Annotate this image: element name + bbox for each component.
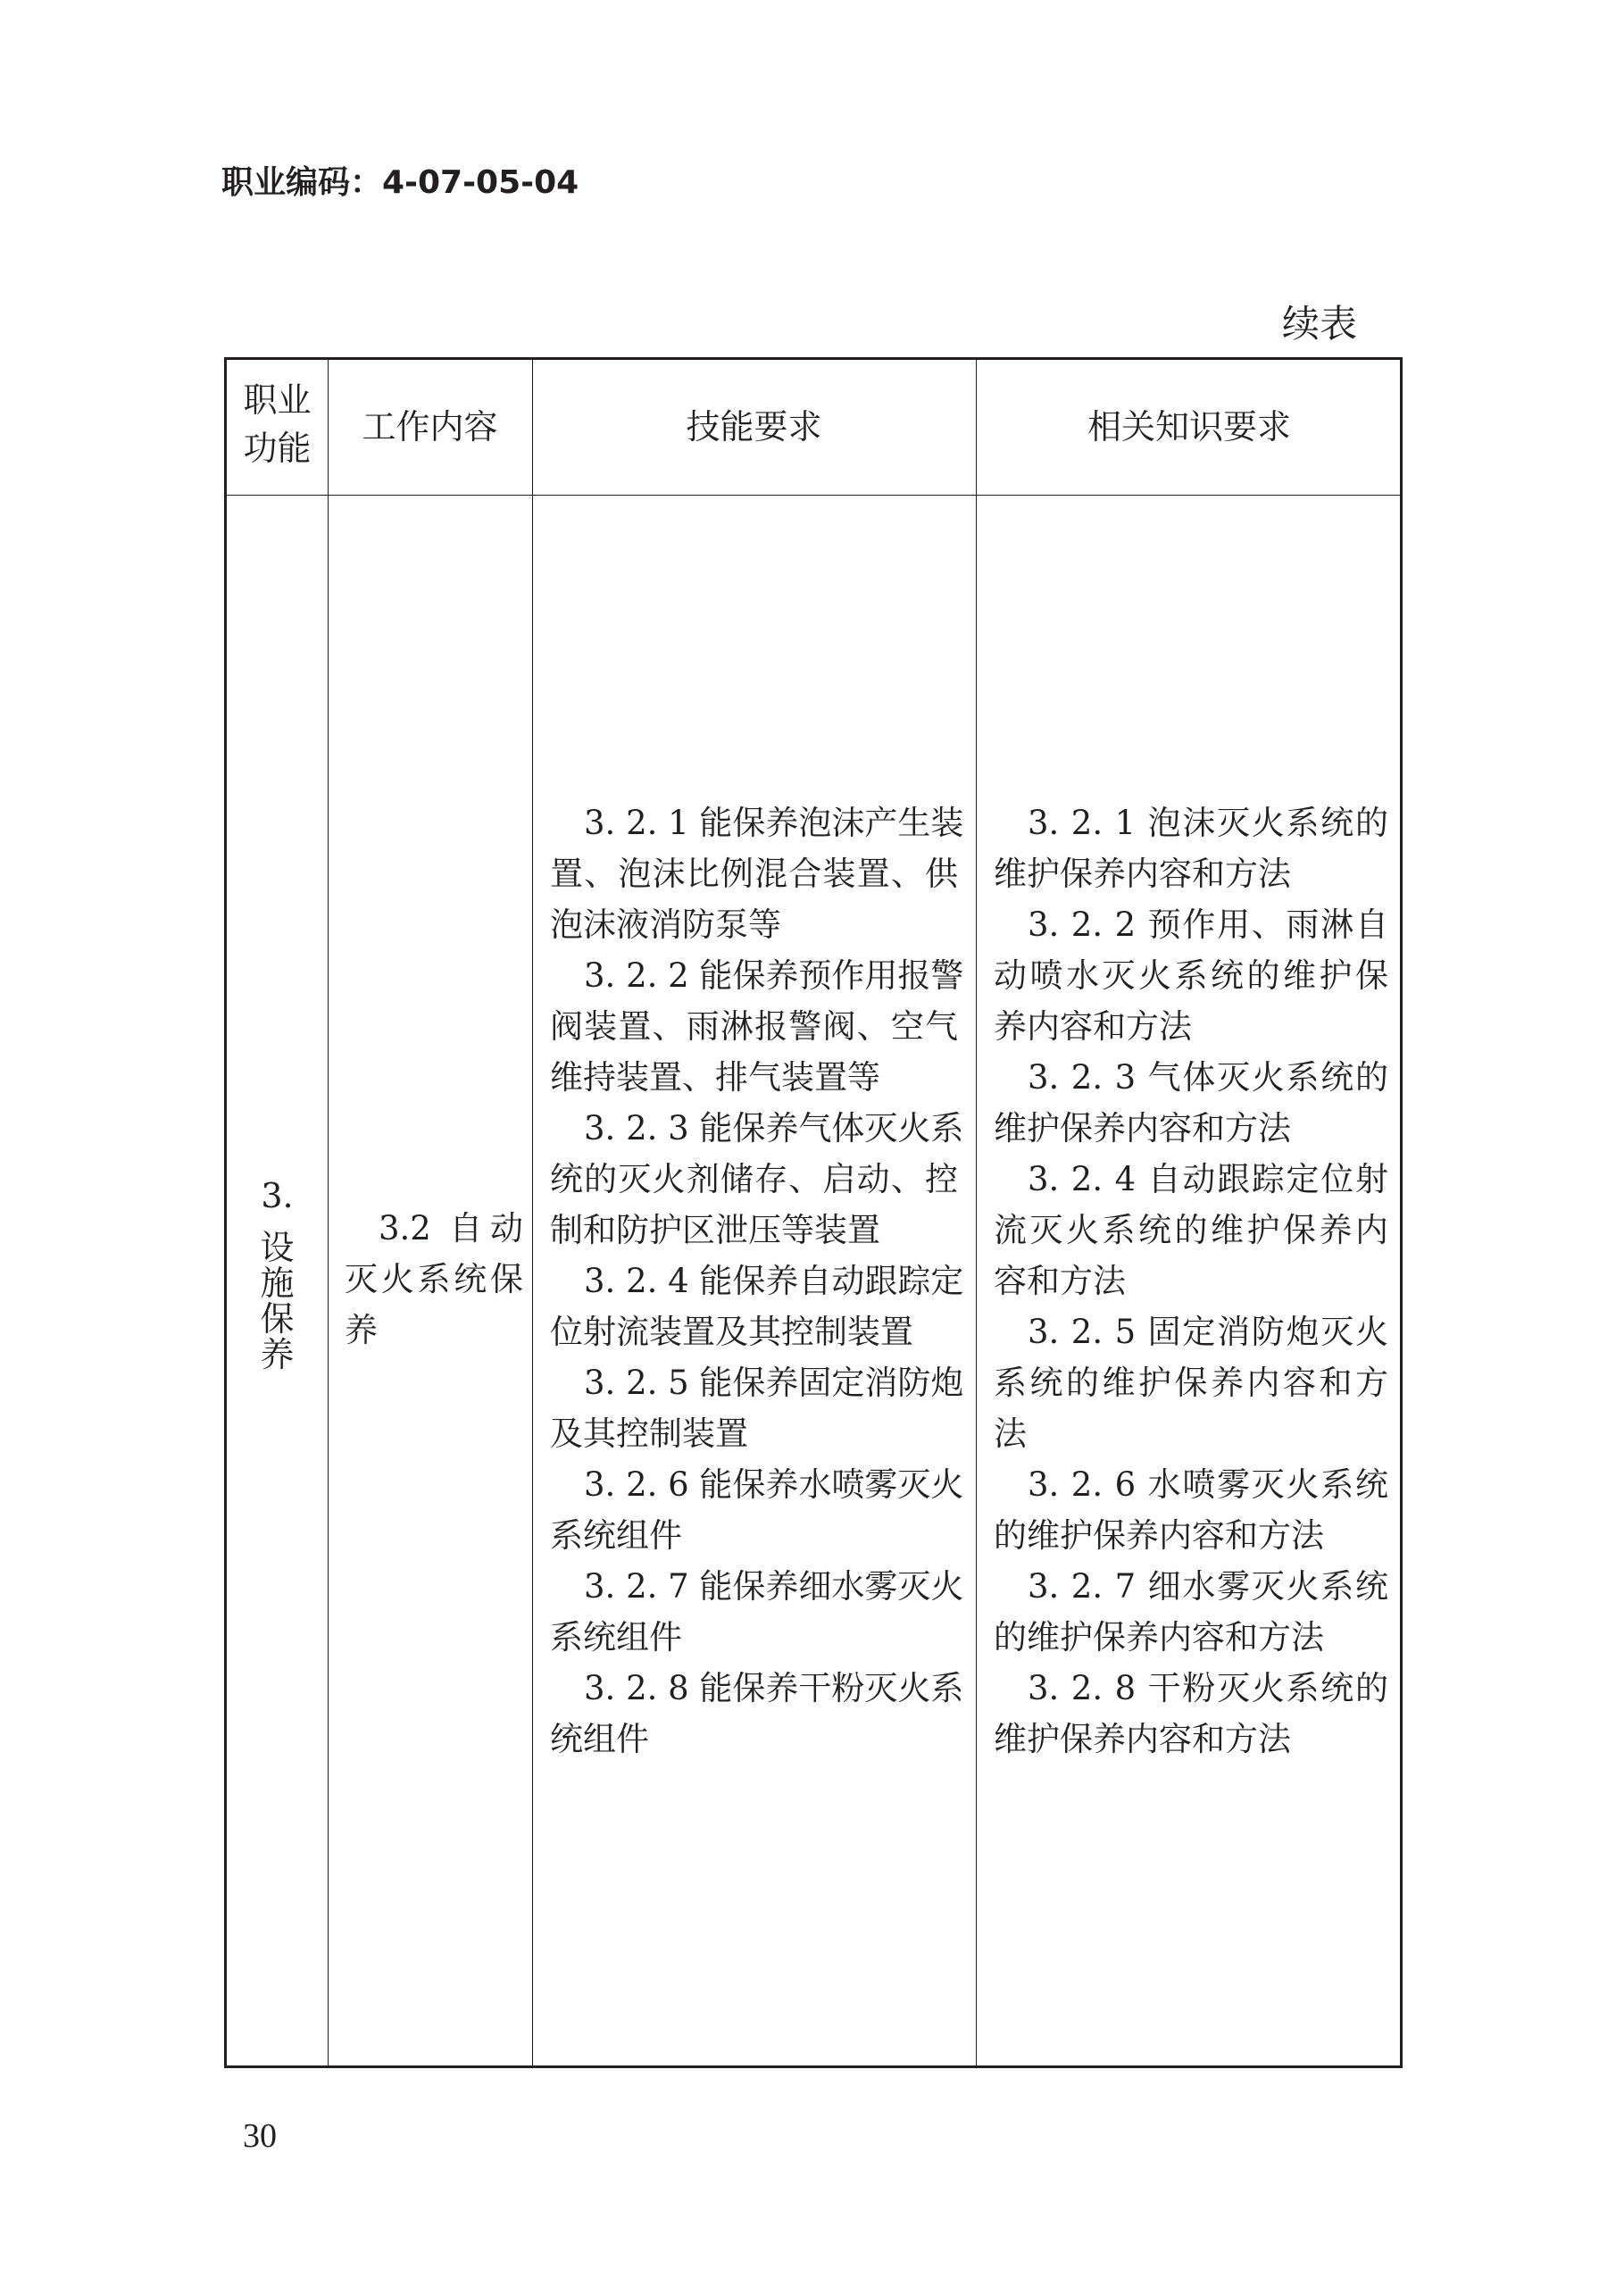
- requirements-table: [224, 357, 1403, 2068]
- skill-line: 系统组件: [550, 1516, 682, 1555]
- work-content-line: 灭火系统保: [345, 1260, 523, 1298]
- knowledge-line: 3. 2. 7 细水雾灭火系统: [1028, 1567, 1388, 1606]
- function-number: 3.: [261, 1176, 294, 1215]
- function-char: 保: [260, 1299, 295, 1339]
- work-content-line: 3.2 自动: [379, 1209, 523, 1247]
- knowledge-line: 3. 2. 1 泡沫灭火系统的: [1028, 804, 1388, 842]
- skill-line: 制和防护区泄压等装置: [550, 1211, 880, 1249]
- knowledge-cell: [994, 797, 1388, 1765]
- occupation-code: 职业编码：4-07-05-04: [221, 164, 579, 201]
- skill-line: 维持装置、排气装置等: [550, 1058, 880, 1097]
- skill-line: 及其控制装置: [550, 1414, 748, 1453]
- knowledge-line: 法: [994, 1414, 1027, 1453]
- skill-line: 置、泡沫比例混合装置、供: [550, 855, 958, 893]
- function-char: 养: [260, 1335, 295, 1374]
- column-divider: [976, 360, 977, 2065]
- skill-line: 3. 2. 5 能保养固定消防炮: [584, 1364, 964, 1402]
- knowledge-line: 3. 2. 6 水喷雾灭火系统: [1028, 1465, 1388, 1504]
- knowledge-line: 3. 2. 2 预作用、雨淋自: [1028, 905, 1388, 944]
- skill-line: 系统组件: [550, 1618, 682, 1656]
- knowledge-line: 流灭火系统的维护保养内: [994, 1211, 1388, 1249]
- skill-line: 3. 2. 4 能保养自动跟踪定: [584, 1262, 964, 1300]
- work-content-line: 养: [345, 1311, 378, 1349]
- knowledge-line: 3. 2. 5 固定消防炮灭火: [1028, 1313, 1388, 1351]
- continued-label: 续表: [1282, 302, 1358, 346]
- skill-line: 统的灭火剂储存、启动、控: [550, 1160, 958, 1198]
- skill-line: 3. 2. 3 能保养气体灭火系: [584, 1109, 964, 1147]
- skill-line: 3. 2. 1 能保养泡沫产生装: [584, 804, 964, 842]
- header-knowledge: 相关知识要求: [1087, 407, 1291, 446]
- skill-line: 3. 2. 8 能保养干粉灭火系: [584, 1669, 964, 1707]
- knowledge-line: 容和方法: [994, 1262, 1126, 1300]
- header-function: [227, 376, 328, 472]
- knowledge-line: 养内容和方法: [994, 1007, 1192, 1046]
- skill-line: 阀装置、雨淋报警阀、空气: [550, 1007, 958, 1046]
- knowledge-line: 维护保养内容和方法: [994, 1109, 1291, 1147]
- function-char: 设: [260, 1228, 295, 1267]
- knowledge-line: 动喷水灭火系统的维护保: [994, 956, 1388, 995]
- header-function-line: 职业: [243, 380, 312, 420]
- function-char: 施: [260, 1264, 295, 1303]
- function-cell: [227, 1178, 328, 1373]
- skill-line: 位射流装置及其控制装置: [550, 1313, 913, 1351]
- header-function-line: 功能: [243, 429, 312, 468]
- knowledge-line: 3. 2. 3 气体灭火系统的: [1028, 1058, 1388, 1097]
- knowledge-line: 系统的维护保养内容和方: [994, 1364, 1388, 1402]
- header-work-content: 工作内容: [362, 407, 498, 446]
- page-number: 30: [243, 2117, 277, 2155]
- skill-line: 3. 2. 7 能保养细水雾灭火: [584, 1567, 964, 1606]
- skill-line: 泡沫液消防泵等: [550, 905, 781, 944]
- skill-line: 统组件: [550, 1720, 649, 1758]
- knowledge-line: 的维护保养内容和方法: [994, 1618, 1324, 1656]
- knowledge-line: 维护保养内容和方法: [994, 1720, 1291, 1758]
- column-divider: [328, 360, 329, 2065]
- knowledge-line: 维护保养内容和方法: [994, 855, 1291, 893]
- skill-line: 3. 2. 6 能保养水喷雾灭火: [584, 1465, 964, 1504]
- knowledge-line: 3. 2. 4 自动跟踪定位射: [1028, 1160, 1388, 1198]
- header-skills: 技能要求: [686, 407, 822, 446]
- column-divider: [532, 360, 533, 2065]
- knowledge-line: 的维护保养内容和方法: [994, 1516, 1324, 1555]
- work-content-cell: [345, 1203, 523, 1356]
- skill-line: 3. 2. 2 能保养预作用报警: [584, 956, 964, 995]
- skills-cell: [550, 797, 964, 1765]
- header-divider: [227, 495, 1400, 496]
- knowledge-line: 3. 2. 8 干粉灭火系统的: [1028, 1669, 1388, 1707]
